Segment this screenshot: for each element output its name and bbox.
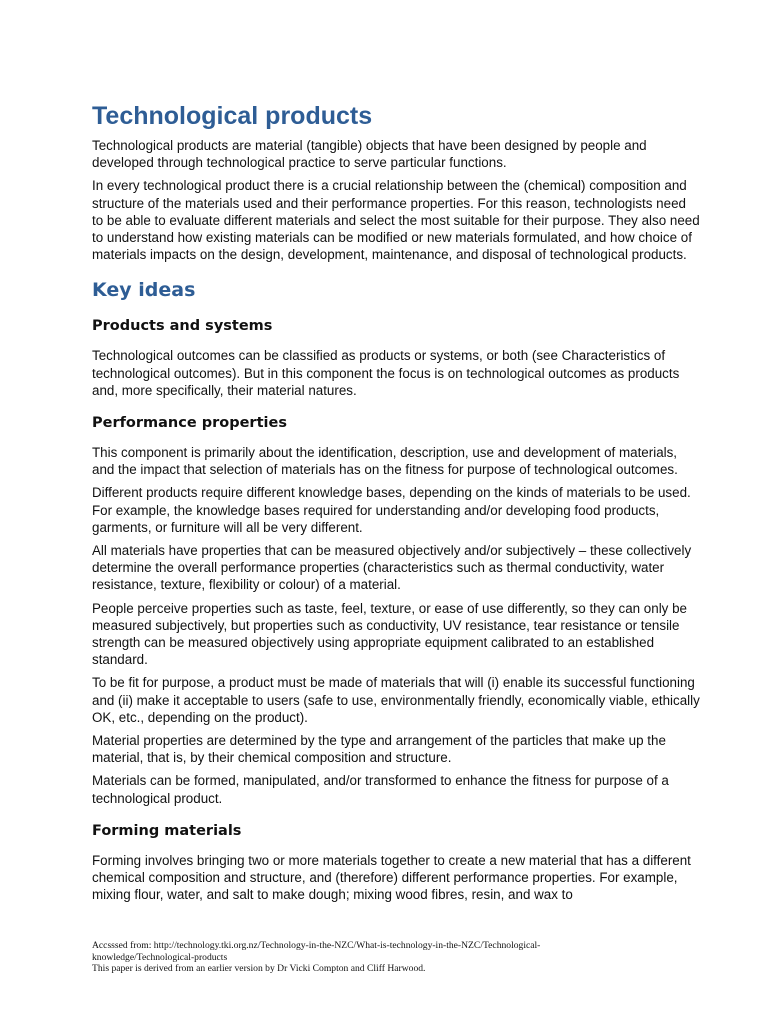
footer-source-line-continued: knowledge/Technological-products — [92, 951, 228, 963]
body-paragraph: Different products require different knowledge bases, depending on the kinds of materials to be used. For example, the knowledge bases required for understanding and/or developing food products, garments, or furniture will all be very different. — [92, 485, 691, 535]
body-paragraph: Forming involves bringing two or more materials together to create a new material that has a different chemical composition and structure, and (therefore) different performance properties. For example, mixing flour, water, and salt to make dough; mixing wood fibres, resin, and wax to — [92, 852, 691, 903]
body-paragraph: This component is primarily about the identification, description, use and development of materials, and the impact that selection of materials has on the fitness for purpose of technological outcomes. — [92, 445, 678, 478]
body-paragraph: People perceive properties such as taste, feel, texture, or ease of use differently, so they can only be measured subjectively, but properties such as conductivity, UV resistance, tear resistance or tensile strength can be measured objectively using appropriate equipment calibrated to an established standard. — [92, 600, 687, 668]
footer-attribution: This paper is derived from an earlier version by Dr Vicki Compton and Cliff Harwood. — [92, 963, 426, 975]
body-paragraph: All materials have properties that can be measured objectively and/or subjectively – these collectively determine the overall performance properties (characteristics such as thermal conductivity, water resistance, texture, flexibility or colour) of a material. — [92, 543, 692, 593]
subheading-products-systems: Products and systems — [92, 318, 273, 335]
subheading-forming-materials: Forming materials — [92, 822, 242, 839]
page-footer — [92, 940, 700, 975]
body-paragraph: Technological outcomes can be classified as products or systems, or both (see Characteristics of technological outcomes). But in this component the focus is on technological outcomes as products and, more specifically, their material natures. — [92, 348, 680, 398]
footer-source-line: Accsssed from: http://technology.tki.org.nz/Technology-in-the-NZC/What-is-technology-in-the-NZC/Technological- — [92, 940, 541, 951]
body-paragraph: Materials can be formed, manipulated, and/or transformed to enhance the fitness for purpose of a technological product. — [92, 773, 669, 806]
body-paragraph: To be fit for purpose, a product must be made of materials that will (i) enable its successful functioning and (ii) make it acceptable to users (safe to use, environmentally friendly, economically viable, ethically OK, etc., depending on the product). — [92, 675, 700, 725]
intro-paragraph: In every technological product there is a crucial relationship between the (chemical) composition and structure of the materials used and their performance properties. For this reason, technologists need to be able to evaluate different materials and select the most suitable for their purpose. They also need to understand how existing materials can be modified or new materials formulated, and how choice of materials impacts on the design, development, maintenance, and disposal of technological products. — [92, 178, 700, 263]
intro-paragraph: Technological products are material (tangible) objects that have been designed by people and developed through technological practice to serve particular functions. — [92, 138, 647, 171]
subheading-performance-properties: Performance properties — [92, 415, 287, 432]
document-body — [92, 100, 700, 910]
body-paragraph: Material properties are determined by the type and arrangement of the particles that make up the material, that is, by their chemical composition and structure. — [92, 733, 666, 766]
page-title: Technological products — [92, 102, 373, 130]
section-heading-key-ideas: Key ideas — [92, 279, 196, 302]
